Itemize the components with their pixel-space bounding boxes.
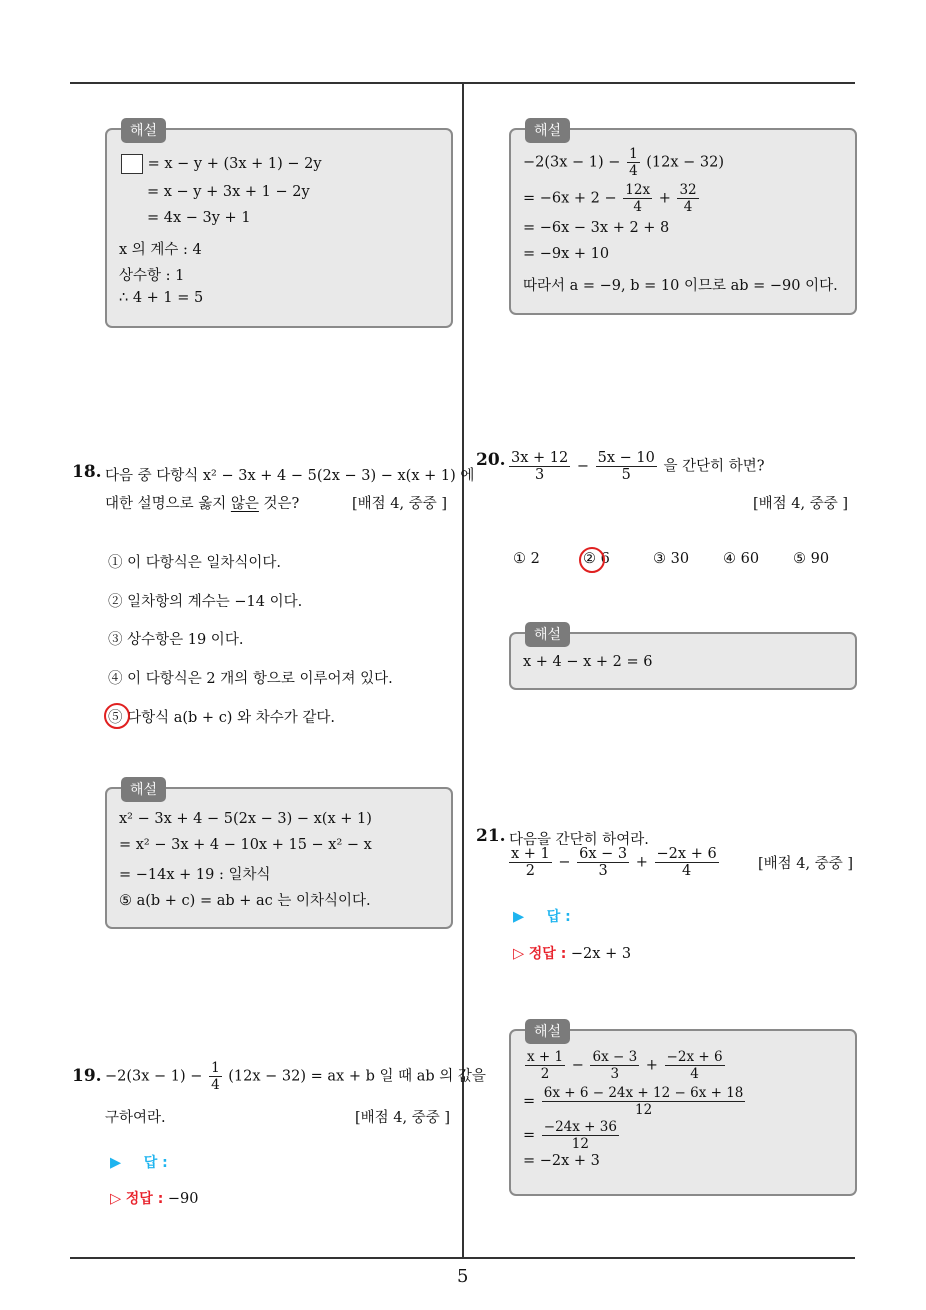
answer-row[interactable] (513, 906, 571, 926)
question-18-text-2: 대한 설명으로 옳지 않은 것은? (105, 496, 300, 512)
fraction: $\frac{6x + 6 - 24x + 12 - 6x + 18}{12}$ (543, 1085, 744, 1118)
fraction: $\frac{32}{4}$ (679, 182, 697, 215)
fraction: $\frac{6x - 3}{3}$ (592, 1049, 638, 1082)
question-meta: [배점 4, 중중 ] (758, 856, 854, 872)
triangle-outline-icon: ▷ (513, 946, 525, 962)
fraction: $\frac{12x}{4}$ (625, 182, 651, 215)
question-21-text: 다음을 간단히 하여라. (509, 832, 649, 848)
solution-line: = −14x + 19 : 일차식 (119, 867, 271, 883)
solution-line: = 4x − 3y + 1 (147, 210, 251, 226)
answer-row[interactable] (110, 1152, 168, 1172)
choice-1[interactable]: ① 2 (513, 551, 540, 567)
play-icon: ▶ (110, 1155, 122, 1171)
fraction: $\frac{-2x + 6}{4}$ (656, 846, 717, 879)
triangle-outline-icon: ▷ (110, 1191, 122, 1207)
solution-line: x 의 계수 : 4 (119, 242, 202, 258)
fraction: $\frac{1}{4}$ (629, 146, 638, 179)
solution-box-17 (105, 123, 453, 328)
correct-label: 정답 : (125, 1191, 164, 1207)
blank-box (121, 154, 143, 174)
question-number-18: 18. (72, 462, 102, 482)
solution-tag: 해설 (121, 777, 166, 802)
choice-5[interactable]: ⑤ 90 (793, 551, 830, 567)
solution-line: ∴ 4 + 1 = 5 (119, 290, 204, 306)
solution-line: 따라서 a = −9, b = 10 이므로 ab = −90 이다. (523, 278, 838, 294)
question-number-19: 19. (72, 1066, 102, 1086)
question-meta: [배점 4, 중중 ] (355, 1110, 451, 1126)
question-number-21: 21. (476, 826, 506, 846)
solution-line: = $\frac{-24x + 36}{12}$ (523, 1119, 617, 1152)
choice-2[interactable]: ② 6 (583, 551, 610, 567)
fraction: $\frac{x + 1}{2}$ (511, 846, 550, 879)
correct-value: −90 (167, 1191, 199, 1207)
bottom-rule (70, 1257, 855, 1259)
solution-line: = −2x + 3 (523, 1153, 600, 1169)
correct-answer-row (110, 1188, 199, 1208)
question-19-text-2: 구하여라. (105, 1110, 166, 1126)
solution-line: x + 4 − x + 2 = 6 (523, 654, 653, 670)
solution-line: x² − 3x + 4 − 5(2x − 3) − x(x + 1) (119, 811, 372, 827)
solution-box-21 (509, 1024, 857, 1196)
fraction: $\frac{5x - 10}{5}$ (597, 450, 655, 483)
solution-line: = x − y + (3x + 1) − 2y (121, 154, 322, 174)
fraction: $\frac{-24x + 36}{12}$ (543, 1119, 617, 1152)
play-icon: ▶ (513, 909, 525, 925)
solution-line: = $\frac{6x + 6 - 24x + 12 - 6x + 18}{12}$ (523, 1085, 744, 1118)
question-number-20: 20. (476, 450, 506, 470)
question-meta: [배점 4, 중중 ] (352, 496, 448, 512)
fraction: $\frac{x + 1}{2}$ (527, 1049, 564, 1082)
answer-label: 답 : (546, 909, 571, 925)
solution-box-20 (509, 627, 857, 690)
choice-3[interactable]: ③ 30 (653, 551, 690, 567)
solution-tag: 해설 (525, 622, 570, 647)
solution-line: = −9x + 10 (523, 246, 610, 262)
question-meta: [배점 4, 중중 ] (753, 496, 849, 512)
choice-4[interactable]: ④ 60 (723, 551, 760, 567)
solution-box-18 (105, 782, 453, 929)
choice-1[interactable]: ① 이 다항식은 일차식이다. (108, 555, 282, 571)
fraction: $\frac{1}{4}$ (211, 1060, 220, 1093)
solution-box-16 (509, 123, 857, 315)
solution-line: 상수항 : 1 (119, 268, 185, 284)
solution-line: = x − y + 3x + 1 − 2y (147, 184, 310, 200)
choice-3[interactable]: ③ 상수항은 19 이다. (108, 632, 244, 648)
question-21-expression: $\frac{x + 1}{2}$ − $\frac{6x - 3}{3}$ + $\frac{-2x + 6}{4}$ (511, 846, 717, 879)
underlined-word: 않은 (230, 496, 259, 512)
solution-line: −2(3x − 1) − $\frac{1}{4}$ (12x − 32) (523, 146, 725, 179)
correct-answer-row (513, 943, 631, 963)
solution-line: = −6x − 3x + 2 + 8 (523, 220, 670, 236)
fraction: $\frac{-2x + 6}{4}$ (666, 1049, 723, 1082)
question-19-text: −2(3x − 1) − $\frac{1}{4}$ (12x − 32) = ax + b 일 때 ab 의 값을 (105, 1060, 486, 1093)
question-18-text: 다음 중 다항식 x² − 3x + 4 − 5(2x − 3) − x(x + 1) 에 (105, 468, 475, 484)
choice-2[interactable]: ② 일차항의 계수는 −14 이다. (108, 594, 303, 610)
fraction: $\frac{6x - 3}{3}$ (579, 846, 628, 879)
solution-tag: 해설 (525, 118, 570, 143)
correct-label: 정답 : (528, 946, 567, 962)
choice-4[interactable]: ④ 이 다항식은 2 개의 항으로 이루어져 있다. (108, 671, 393, 687)
solution-line: ⑤ a(b + c) = ab + ac 는 이차식이다. (119, 893, 371, 909)
solution-tag: 해설 (525, 1019, 570, 1044)
answer-circle-mark (579, 547, 605, 573)
choice-5[interactable]: ⑤ 다항식 a(b + c) 와 차수가 같다. (108, 710, 335, 726)
solution-line: = x² − 3x + 4 − 10x + 15 − x² − x (119, 837, 372, 853)
solution-line: $\frac{x + 1}{2}$ − $\frac{6x - 3}{3}$ + $\frac{-2x + 6}{4}$ (527, 1049, 723, 1082)
fraction: $\frac{3x + 12}{3}$ (511, 450, 569, 483)
correct-value: −2x + 3 (570, 946, 632, 962)
solution-line: = −6x + 2 − $\frac{12x}{4}$ + $\frac{32}{4}$ (523, 182, 697, 215)
question-20-text: $\frac{3x + 12}{3}$ − $\frac{5x - 10}{5}$ 을 간단히 하면? (511, 450, 765, 483)
solution-tag: 해설 (121, 118, 166, 143)
answer-label: 답 : (143, 1155, 168, 1171)
page-number: 5 (457, 1266, 469, 1287)
answer-circle-mark (104, 703, 130, 729)
